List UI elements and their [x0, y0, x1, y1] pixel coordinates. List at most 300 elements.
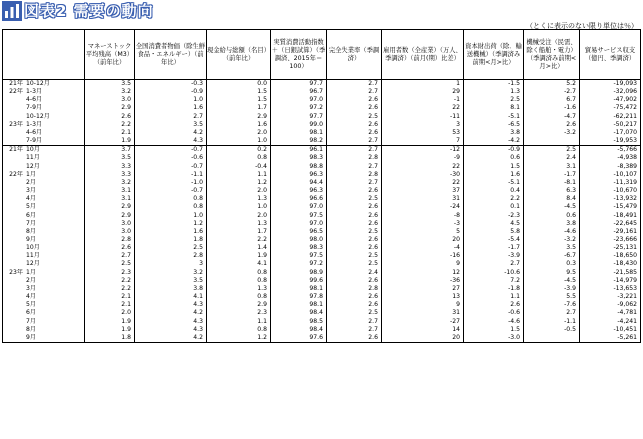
- table-cell: 2.5: [135, 244, 207, 252]
- table-cell: -23,666: [580, 236, 641, 244]
- table-cell: 97.5: [271, 212, 327, 220]
- table-row: [3, 244, 641, 252]
- row-year: 21年: [9, 146, 23, 154]
- table-cell: 97.5: [271, 252, 327, 260]
- table-cell: -4.5: [524, 277, 580, 285]
- header-period: [3, 30, 85, 80]
- row-period: 11月: [26, 252, 40, 260]
- table-cell: -0.7: [135, 146, 207, 155]
- table-cell: 96.3: [271, 187, 327, 195]
- table-cell: -5,261: [580, 334, 641, 343]
- table-cell: 31: [382, 309, 464, 317]
- table-cell: 2.6: [327, 293, 382, 301]
- table-cell: 2.1: [85, 129, 135, 137]
- table-cell: -0.4: [207, 163, 271, 171]
- table-cell: 6.7: [524, 96, 580, 104]
- table-cell: 5.5: [524, 293, 580, 301]
- row-period: 7月: [26, 219, 36, 227]
- table-cell: 97.7: [271, 80, 327, 89]
- table-cell: 2.1: [85, 293, 135, 301]
- table-cell: -8,389: [580, 163, 641, 171]
- table-cell: 3.2: [85, 179, 135, 187]
- table-cell: -1.7: [464, 244, 524, 252]
- row-period: 12月: [26, 260, 40, 268]
- row-period: 2月: [26, 276, 36, 284]
- table-cell: 2.4: [327, 269, 382, 277]
- table-cell: -30: [382, 171, 464, 179]
- table-cell: 2.5: [327, 195, 382, 203]
- row-label: [3, 80, 85, 89]
- table-cell: -9: [382, 154, 464, 162]
- table-row: [3, 163, 641, 171]
- table-cell: 1.6: [135, 104, 207, 112]
- table-cell: 0.6: [524, 212, 580, 220]
- table-cell: 1.8: [135, 236, 207, 244]
- table-cell: -2.3: [464, 212, 524, 220]
- table-cell: -16: [382, 252, 464, 260]
- row-label: [3, 252, 85, 260]
- table-cell: 2.8: [85, 236, 135, 244]
- table-cell: 4.3: [135, 318, 207, 326]
- row-period: 4月: [26, 293, 36, 301]
- table-cell: 96.7: [271, 88, 327, 96]
- table-cell: -3,221: [580, 293, 641, 301]
- table-row: [3, 96, 641, 104]
- table-cell: 3.2: [85, 88, 135, 96]
- table-cell: 0.8: [207, 293, 271, 301]
- table-cell: 0.0: [207, 80, 271, 89]
- table-cell: 4.1: [207, 260, 271, 268]
- table-cell: 2.8: [135, 252, 207, 260]
- table-cell: 4.3: [135, 301, 207, 309]
- row-period: 1月: [26, 170, 36, 178]
- table-cell: [524, 137, 580, 146]
- table-cell: 1: [382, 80, 464, 89]
- table-cell: 1.0: [207, 203, 271, 211]
- table-cell: 96.1: [271, 146, 327, 155]
- row-label: [3, 293, 85, 301]
- table-cell: 1.2: [135, 220, 207, 228]
- table-cell: 27: [382, 285, 464, 293]
- table-cell: 1.6: [464, 171, 524, 179]
- table-cell: -62,211: [580, 113, 641, 121]
- table-cell: 2.5: [524, 146, 580, 155]
- table-cell: 2.6: [85, 244, 135, 252]
- table-cell: -4.7: [524, 113, 580, 121]
- row-label: [3, 334, 85, 343]
- table-cell: 1.9: [85, 318, 135, 326]
- table-row: [3, 212, 641, 220]
- row-label: [3, 236, 85, 244]
- table-cell: 3.2: [135, 269, 207, 277]
- table-cell: 29: [382, 88, 464, 96]
- row-period: 10月: [26, 146, 40, 154]
- table-cell: -0.9: [464, 146, 524, 155]
- table-cell: -10,670: [580, 187, 641, 195]
- table-cell: -4.6: [524, 228, 580, 236]
- table-cell: -8: [382, 212, 464, 220]
- table-cell: -75,472: [580, 104, 641, 112]
- row-period: 8月: [26, 227, 36, 235]
- table-cell: -4: [382, 244, 464, 252]
- table-cell: 98.3: [271, 154, 327, 162]
- table-cell: 2.2: [464, 195, 524, 203]
- table-cell: -0.6: [135, 154, 207, 162]
- row-period: 5月: [26, 203, 36, 211]
- table-cell: 2.5: [327, 252, 382, 260]
- row-label: [3, 146, 85, 155]
- table-cell: 97.2: [271, 104, 327, 112]
- row-year: 23年: [9, 120, 23, 128]
- table-cell: -47,902: [580, 96, 641, 104]
- table-cell: 99.0: [271, 121, 327, 129]
- table-cell: 3.3: [85, 171, 135, 179]
- table-body: [3, 80, 641, 343]
- row-label: [3, 203, 85, 211]
- table-row: [3, 154, 641, 162]
- table-cell: 1.3: [464, 88, 524, 96]
- table-row: [3, 269, 641, 277]
- table-cell: -7.6: [524, 301, 580, 309]
- table-cell: 31: [382, 195, 464, 203]
- table-row: [3, 252, 641, 260]
- table-cell: -11,319: [580, 179, 641, 187]
- table-cell: -21,585: [580, 269, 641, 277]
- table-cell: -29,161: [580, 228, 641, 236]
- table-cell: 2.7: [524, 309, 580, 317]
- table-cell: 97.8: [271, 293, 327, 301]
- table-cell: 9.5: [524, 269, 580, 277]
- table-cell: 3.3: [85, 163, 135, 171]
- table-cell: 1.1: [464, 293, 524, 301]
- table-cell: -1.6: [524, 104, 580, 112]
- table-cell: 2.7: [327, 137, 382, 146]
- table-cell: -19,953: [580, 137, 641, 146]
- table-cell: 4.2: [135, 334, 207, 343]
- table-cell: -3.9: [524, 285, 580, 293]
- table-cell: 2.6: [327, 203, 382, 211]
- row-label: [3, 269, 85, 277]
- table-cell: 1.2: [207, 179, 271, 187]
- table-cell: 98.1: [271, 129, 327, 137]
- table-cell: 3.8: [464, 129, 524, 137]
- table-cell: 98.3: [271, 244, 327, 252]
- table-cell: -12: [382, 146, 464, 155]
- row-label: [3, 96, 85, 104]
- table-cell: 12: [382, 269, 464, 277]
- table-cell: 8.4: [524, 195, 580, 203]
- row-label: [3, 171, 85, 179]
- table-cell: 1.6: [207, 121, 271, 129]
- table-cell: 4.3: [135, 326, 207, 334]
- table-cell: 2.2: [85, 285, 135, 293]
- table-cell: -3.9: [464, 252, 524, 260]
- table-cell: 2.8: [327, 285, 382, 293]
- table-cell: 2.6: [327, 244, 382, 252]
- table-cell: 7: [382, 137, 464, 146]
- row-label: [3, 212, 85, 220]
- table-cell: 0.2: [207, 146, 271, 155]
- row-period: 11月: [26, 154, 40, 162]
- table-cell: 96.6: [271, 195, 327, 203]
- header-employees: 雇用者数（全産業）（万人、季調済）（前月(期）比差）: [382, 30, 464, 80]
- table-cell: -32,096: [580, 88, 641, 96]
- header-capital-goods: 資本財出荷（除．輸送機械）（季調済み前期<月>比）: [464, 30, 524, 80]
- table-row: [3, 228, 641, 236]
- table-row: [3, 113, 641, 121]
- table-cell: 1.5: [207, 96, 271, 104]
- table-cell: 5: [382, 228, 464, 236]
- table-cell: -10,451: [580, 326, 641, 334]
- table-row: [3, 260, 641, 268]
- table-row: [3, 309, 641, 317]
- table-cell: 2.6: [327, 277, 382, 285]
- table-row: [3, 203, 641, 211]
- table-cell: 97.0: [271, 203, 327, 211]
- row-period: 1月: [26, 268, 36, 276]
- chart-logo-icon: [2, 1, 22, 21]
- header-trade-balance: 貿易サービス収支（億円、季調済）: [580, 30, 641, 80]
- row-label: [3, 195, 85, 203]
- table-cell: -4.5: [524, 203, 580, 211]
- row-label: [3, 228, 85, 236]
- table-cell: -3.0: [464, 334, 524, 343]
- table-cell: -18,650: [580, 252, 641, 260]
- table-cell: 2.7: [327, 326, 382, 334]
- table-cell: 2.6: [327, 129, 382, 137]
- table-cell: -4,938: [580, 154, 641, 162]
- table-cell: 1.7: [207, 228, 271, 236]
- table-cell: 2.2: [207, 236, 271, 244]
- row-label: [3, 244, 85, 252]
- table-cell: 9: [382, 301, 464, 309]
- row-label: [3, 113, 85, 121]
- table-cell: 3.5: [85, 154, 135, 162]
- table-row: [3, 236, 641, 244]
- table-cell: -22,645: [580, 220, 641, 228]
- table-cell: 4.5: [464, 220, 524, 228]
- table-cell: 3.5: [85, 80, 135, 89]
- row-period: 7-9月: [26, 104, 43, 112]
- table-cell: 1.1: [207, 171, 271, 179]
- table-cell: 97.0: [271, 220, 327, 228]
- table-cell: 5.8: [464, 228, 524, 236]
- table-cell: 2.9: [207, 113, 271, 121]
- table-row: [3, 80, 641, 89]
- table-cell: 98.9: [271, 269, 327, 277]
- table-cell: -3.2: [524, 236, 580, 244]
- page-title: 図表2 需要の動向: [24, 2, 154, 20]
- table-cell: 7.2: [464, 277, 524, 285]
- table-cell: 0.3: [524, 260, 580, 268]
- table-cell: 53: [382, 129, 464, 137]
- table-cell: 3.0: [85, 220, 135, 228]
- table-cell: 1.0: [135, 212, 207, 220]
- table-cell: 2.5: [327, 113, 382, 121]
- row-period: 1-3月: [26, 120, 43, 128]
- table-row: [3, 187, 641, 195]
- table-row: [3, 88, 641, 96]
- table-cell: -8.1: [524, 179, 580, 187]
- table-cell: 98.5: [271, 318, 327, 326]
- row-label: [3, 121, 85, 129]
- table-row: [3, 334, 641, 343]
- table-cell: 0.6: [464, 154, 524, 162]
- table-cell: 3.5: [524, 244, 580, 252]
- table-cell: -18,491: [580, 212, 641, 220]
- table-cell: -14,979: [580, 277, 641, 285]
- table-cell: -9,062: [580, 301, 641, 309]
- row-label: [3, 301, 85, 309]
- table-cell: 0.8: [135, 203, 207, 211]
- table-cell: 2.6: [524, 121, 580, 129]
- table-cell: 0.1: [464, 203, 524, 211]
- table-cell: 2.8: [327, 154, 382, 162]
- table-cell: -0.5: [524, 326, 580, 334]
- table-cell: 2.5: [327, 228, 382, 236]
- row-period: 2月: [26, 178, 36, 186]
- table-cell: 0.8: [207, 154, 271, 162]
- table-cell: 2.4: [524, 154, 580, 162]
- table-cell: 22: [382, 163, 464, 171]
- row-label: [3, 326, 85, 334]
- table-cell: -1.7: [524, 171, 580, 179]
- table-cell: 1.5: [207, 88, 271, 96]
- table-cell: 2.7: [327, 80, 382, 89]
- row-period: 10-12月: [26, 112, 50, 120]
- table-cell: 2.6: [327, 212, 382, 220]
- header-cpi: 全国消費者物価（除生鮮食品・エネルギー）（前年比）: [135, 30, 207, 80]
- row-period: 9月: [26, 235, 36, 243]
- table-cell: 2.9: [207, 301, 271, 309]
- table-cell: -0.6: [464, 309, 524, 317]
- row-period: 7-9月: [26, 137, 43, 145]
- table-cell: -13,932: [580, 195, 641, 203]
- table-cell: 1.0: [135, 96, 207, 104]
- table-cell: 3.1: [85, 195, 135, 203]
- table-cell: -6.5: [464, 121, 524, 129]
- table-cell: -17,070: [580, 129, 641, 137]
- table-cell: -1.0: [135, 179, 207, 187]
- table-row: [3, 137, 641, 146]
- table-cell: -4.6: [464, 318, 524, 326]
- table-cell: 3.8: [135, 285, 207, 293]
- table-cell: 22: [382, 179, 464, 187]
- row-label: [3, 309, 85, 317]
- table-row: [3, 277, 641, 285]
- table-cell: 2.7: [135, 113, 207, 121]
- header-unemployment: 完全失業率（季調済）: [327, 30, 382, 80]
- table-cell: 3.1: [524, 163, 580, 171]
- table-cell: 2.9: [85, 212, 135, 220]
- table-cell: 3.0: [85, 228, 135, 236]
- table-cell: -19,093: [580, 80, 641, 89]
- table-cell: 2.5: [464, 96, 524, 104]
- header-money-stock: マネーストック平均残高（M3）（前年比）: [85, 30, 135, 80]
- row-period: 6月: [26, 309, 36, 317]
- table-cell: -5,766: [580, 146, 641, 155]
- table-cell: 3: [382, 121, 464, 129]
- table-cell: -0.9: [135, 88, 207, 96]
- table-row: [3, 293, 641, 301]
- table-cell: 1.5: [464, 163, 524, 171]
- table-cell: -13,653: [580, 285, 641, 293]
- row-label: [3, 187, 85, 195]
- table-cell: 97.7: [271, 113, 327, 121]
- table-cell: 20: [382, 334, 464, 343]
- table-cell: 2.0: [207, 129, 271, 137]
- table-cell: 1.3: [207, 195, 271, 203]
- table-cell: -3.2: [524, 129, 580, 137]
- table-row: [3, 326, 641, 334]
- table-row: [3, 318, 641, 326]
- table-cell: 2.6: [327, 301, 382, 309]
- header-consumption-index: 実質消費活動指数＋（日銀試算）（季調済、2015年＝100）: [271, 30, 327, 80]
- row-label: [3, 179, 85, 187]
- table-cell: 2.0: [85, 309, 135, 317]
- table-cell: 0.8: [207, 269, 271, 277]
- row-period: 4月: [26, 195, 36, 203]
- table-cell: -0.3: [135, 80, 207, 89]
- table-cell: -1.1: [135, 171, 207, 179]
- table-cell: 8.1: [464, 104, 524, 112]
- table-cell: 97.2: [271, 260, 327, 268]
- row-label: [3, 104, 85, 112]
- table-cell: 1.9: [85, 137, 135, 146]
- table-cell: 2.6: [85, 113, 135, 121]
- table-cell: -18,430: [580, 260, 641, 268]
- table-cell: 98.4: [271, 309, 327, 317]
- table-cell: 96.5: [271, 228, 327, 236]
- table-cell: -2.7: [524, 88, 580, 96]
- table-cell: 2.7: [327, 318, 382, 326]
- table-row: [3, 285, 641, 293]
- table-cell: -1.5: [464, 80, 524, 89]
- row-label: [3, 129, 85, 137]
- table-cell: 2.6: [327, 220, 382, 228]
- table-cell: 2.8: [327, 171, 382, 179]
- table-cell: 2.7: [464, 260, 524, 268]
- table-cell: -50,217: [580, 121, 641, 129]
- table-cell: 3.5: [135, 277, 207, 285]
- table-cell: 2.6: [327, 334, 382, 343]
- table-cell: -1.1: [524, 318, 580, 326]
- table-cell: -3: [382, 220, 464, 228]
- table-cell: 2.1: [85, 301, 135, 309]
- table-cell: 0.8: [207, 326, 271, 334]
- table-cell: 3.1: [85, 187, 135, 195]
- table-cell: 4.2: [135, 309, 207, 317]
- table-cell: 14: [382, 326, 464, 334]
- table-cell: -4,781: [580, 309, 641, 317]
- table-cell: 2.7: [327, 179, 382, 187]
- table-cell: -15,479: [580, 203, 641, 211]
- row-year: 21年: [9, 80, 23, 87]
- table-cell: 2.2: [85, 277, 135, 285]
- table-cell: 2.0: [207, 187, 271, 195]
- table-cell: 1.8: [85, 334, 135, 343]
- demand-table: [2, 29, 641, 343]
- table-cell: 4.2: [135, 129, 207, 137]
- header-machinery-orders: 機械受注（民需、除く船舶・電力）（季調済み前期<月>比）: [524, 30, 580, 80]
- row-period: 12月: [26, 162, 40, 170]
- table-cell: 98.0: [271, 236, 327, 244]
- table-cell: -5.1: [464, 179, 524, 187]
- table-cell: 2.7: [327, 146, 382, 155]
- table-cell: 22: [382, 104, 464, 112]
- table-cell: -36: [382, 277, 464, 285]
- row-period: 5月: [26, 301, 36, 309]
